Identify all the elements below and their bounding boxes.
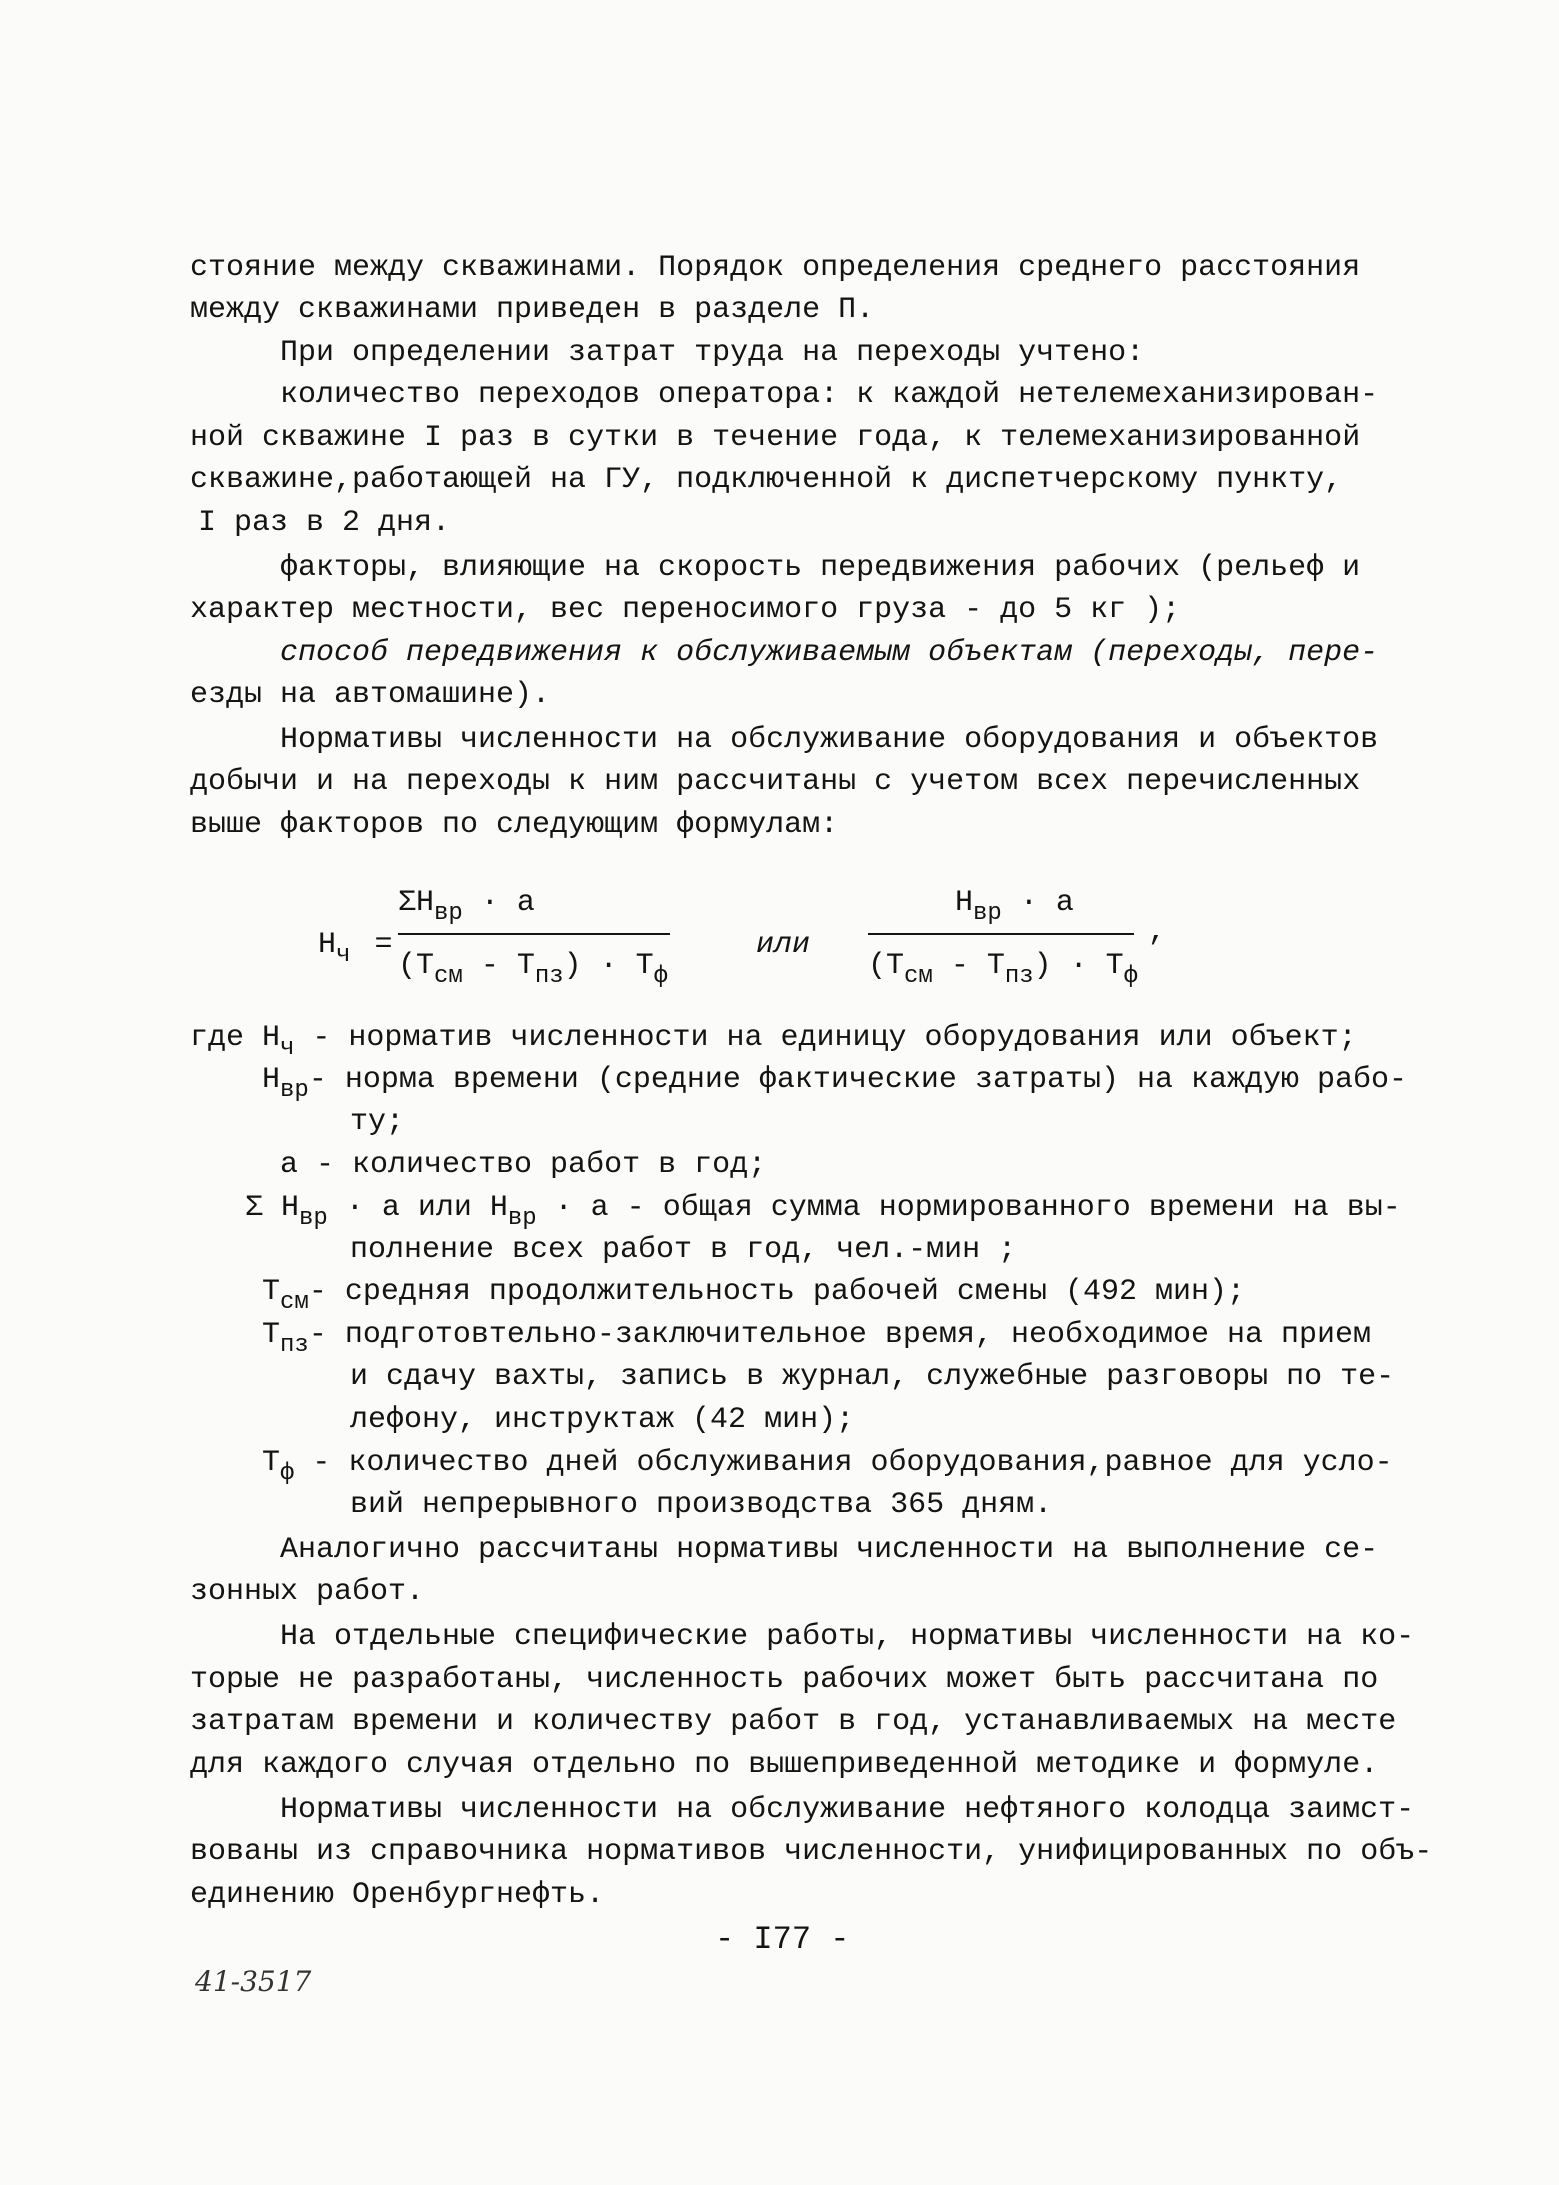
definition-item: $Т_ф$ - количество дней обслуживания оборудования,равное для усло- xyxy=(262,1446,1393,1487)
definition-item: $Н_{вр}-$ норма времени (средние фактические затраты) на каждую рабо- xyxy=(262,1063,1408,1104)
text-line: Нормативы численности на обслуживание нефтяного колодца заимст- xyxy=(280,1793,1415,1827)
text-line: факторы, влияющие на скорость передвижения рабочих (рельеф и xyxy=(280,551,1361,585)
text-line: выше факторов по следующим формулам: xyxy=(190,808,839,842)
fraction-1-numerator: $\Sigma Н_{вр} \cdot a$ xyxy=(398,886,535,927)
text-line: добычи и на переходы к ним рассчитаны с учетом всех перечисленных xyxy=(190,765,1361,799)
text-line: для каждого случая отдельно по вышеприведенной методике и формуле. xyxy=(190,1748,1379,1782)
definition-continuation: полнение всех работ в год, чел.-мин ; xyxy=(350,1233,1017,1267)
fraction-1-bar xyxy=(398,933,670,935)
text-line: I раз в 2 дня. xyxy=(198,506,451,540)
fraction-2-numerator: $Н_{вр} \cdot a$ xyxy=(955,886,1074,927)
definition-item: $Т_{пз}-$ подготовтельно-заключительное время, необходимое на прием xyxy=(262,1318,1372,1359)
fraction-1-denominator: $(Т_{см} - Т_{пз}) \cdot Т_ф$ xyxy=(398,949,669,990)
text-line: На отдельные специфические работы, нормативы численности на ко- xyxy=(280,1620,1415,1654)
text-line: между скважинами приведен в разделе П. xyxy=(190,293,875,327)
page-number: - I77 - xyxy=(715,1921,850,1958)
text-line: зонных работ. xyxy=(190,1575,425,1609)
definition-continuation: лефону, инструктаж (42 мин); xyxy=(350,1403,855,1437)
text-line: При определении затрат труда на переходы учтено: xyxy=(280,336,1145,370)
text-line: единению Оренбургнефть. xyxy=(190,1878,605,1912)
fraction-2-denominator: $(Т_{см} - Т_{пз}) \cdot Т_ф$ xyxy=(868,949,1139,990)
formula-or: или xyxy=(756,928,811,962)
definition-item: где $Н_ч$ - норматив численности на единицу оборудования или объект; xyxy=(190,1021,1357,1062)
text-line: стояние между скважинами. Порядок определения среднего расстояния xyxy=(190,251,1361,285)
definition-item: $Т_{см}-$ средняя продолжительность рабочей смены (492 мин); xyxy=(262,1275,1245,1316)
definition-item: Σ $Н_{вр} \cdot а$ или $Н_{вр} \cdot а$ - общая сумма нормированного времени на вы- xyxy=(245,1191,1401,1232)
text-line: вованы из справочника нормативов численности, унифицированных по объ- xyxy=(190,1835,1433,1869)
text-line: скважине,работающей на ГУ, подключенной к диспетчерскому пункту, xyxy=(190,463,1343,497)
text-line: Аналогично рассчитаны нормативы численности на выполнение се- xyxy=(280,1533,1379,1567)
text-line: затратам времени и количеству работ в год, устанавливаемых на месте xyxy=(190,1705,1397,1739)
text-line: торые не разработаны, численность рабочих может быть рассчитана по xyxy=(190,1663,1379,1697)
inventory-mark: 41-3517 xyxy=(195,1965,312,1998)
definition-continuation: и сдачу вахты, запись в журнал, служебные разговоры по те- xyxy=(350,1360,1395,1394)
definition-continuation: ту; xyxy=(350,1105,405,1139)
text-line: езды на автомашине). xyxy=(190,678,551,712)
text-line: способ передвижения к обслуживаемым объектам (переходы, пере- xyxy=(280,636,1379,670)
definition-item: а - количество работ в год; xyxy=(280,1148,767,1182)
fraction-2-bar xyxy=(868,933,1134,935)
formula-lhs: $Н_ч$ = xyxy=(318,928,393,969)
text-line: Нормативы численности на обслуживание оборудования и объектов xyxy=(280,723,1379,757)
formula-comma: , xyxy=(1148,915,1167,949)
definition-continuation: вий непрерывного производства 365 дням. xyxy=(350,1488,1053,1522)
text-line: количество переходов оператора: к каждой нетелемеханизирован- xyxy=(280,378,1379,412)
text-line: ной скважине I раз в сутки в течение года, к телемеханизированной xyxy=(190,421,1361,455)
text-line: характер местности, вес переносимого груза - до 5 кг ); xyxy=(190,593,1181,627)
